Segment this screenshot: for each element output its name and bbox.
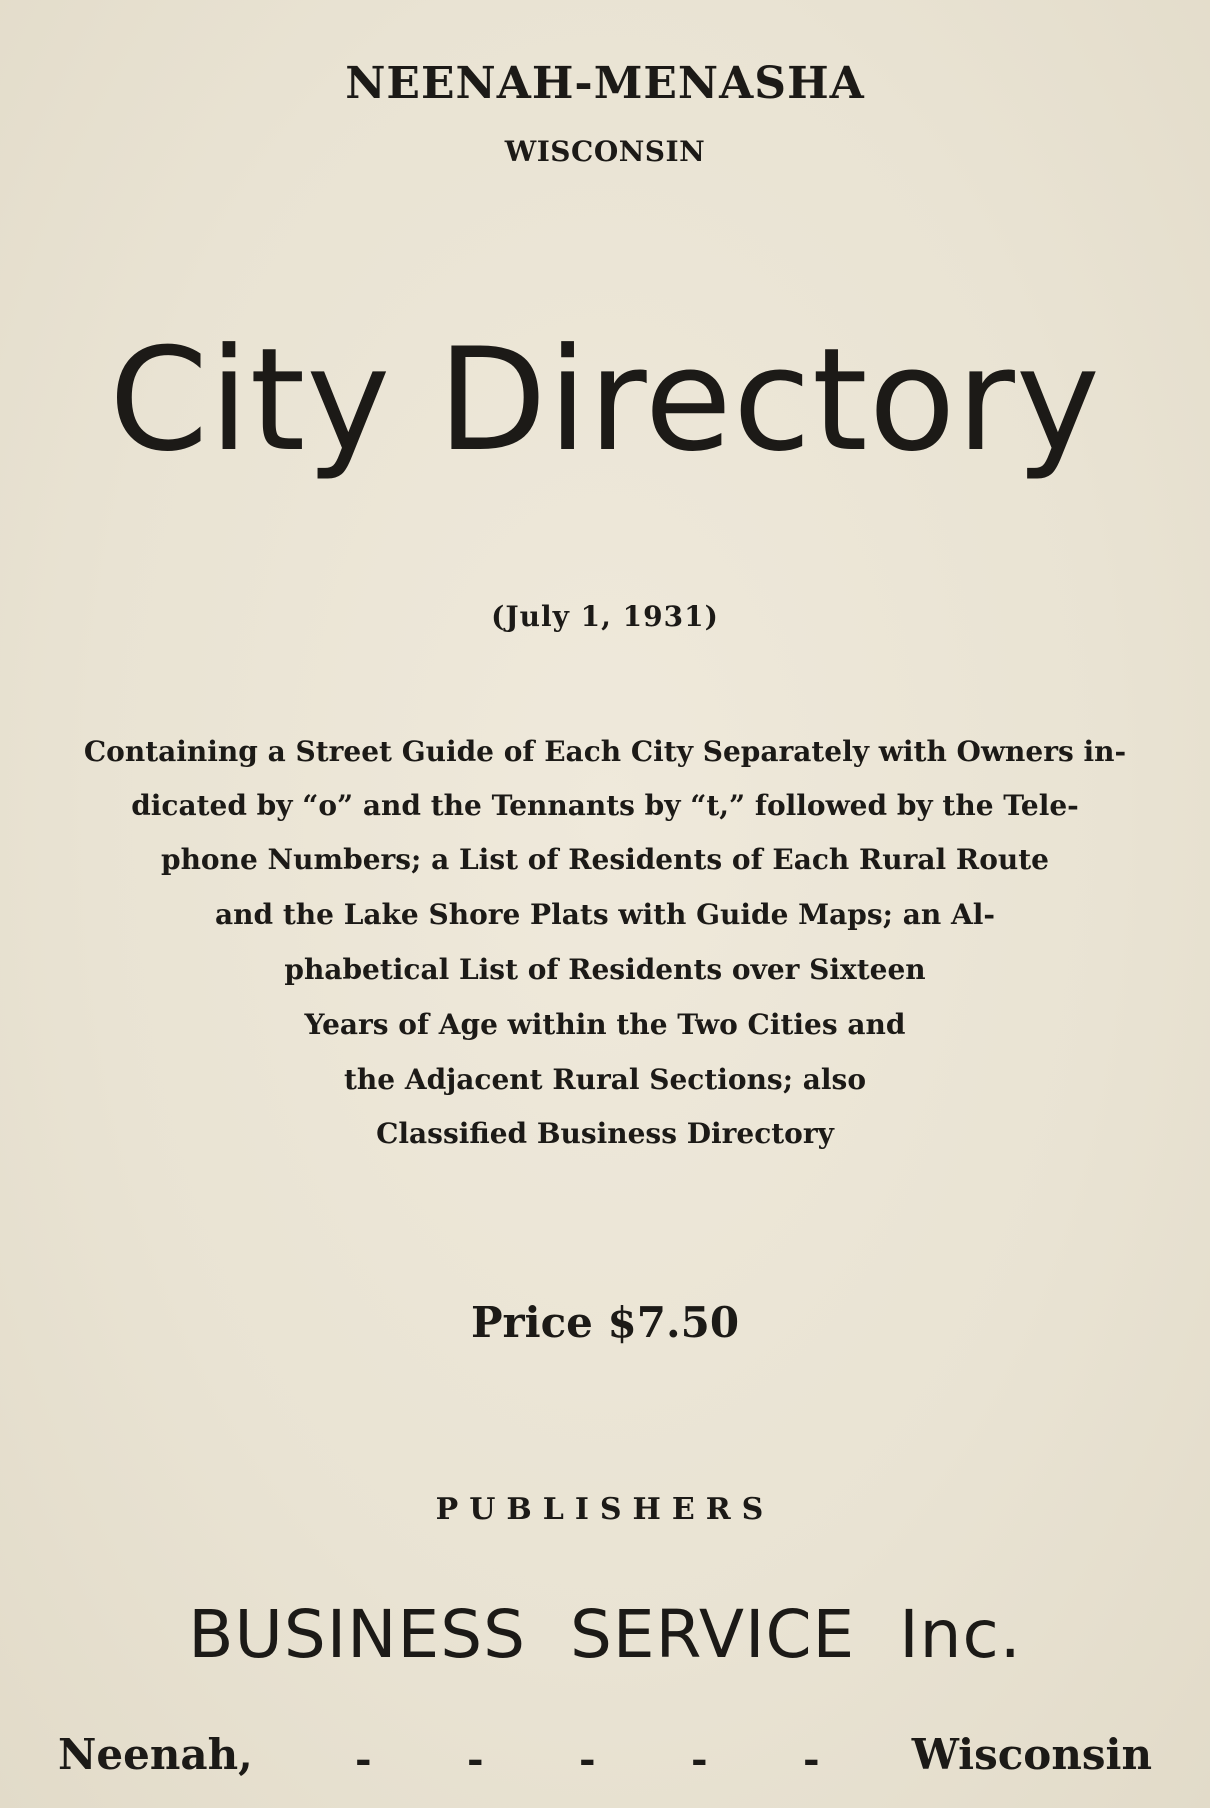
footer-dash: - [803,1736,820,1783]
description-line: dicated by “o” and the Tennants by “t,” followed by the Tele- [131,789,1079,822]
description-line: Classified Business Directory [376,1117,834,1150]
footer-dash: - [355,1736,372,1783]
footer-state: Wisconsin [911,1730,1152,1779]
description-line: and the Lake Shore Plats with Guide Maps; an Al- [215,898,995,931]
main-title: City Directory [109,318,1101,483]
footer-dash: - [467,1736,484,1783]
footer-city: Neenah, [58,1730,253,1779]
publication-date: (July 1, 1931) [491,600,719,633]
publishers-label: PUBLISHERS [435,1492,775,1527]
description-line: Containing a Street Guide of Each City Separately with Owners in- [83,735,1127,768]
description-line: the Adjacent Rural Sections; also [344,1063,866,1096]
publisher-name-text: BUSINESS SERVICE Inc. [188,1596,1022,1673]
price: Price $7.50 [470,1298,740,1347]
publisher-name [0,1596,1210,1673]
description-line: Years of Age within the Two Cities and [304,1008,906,1041]
description-line: phabetical List of Residents over Sixteen [284,953,926,986]
description-line: phone Numbers; a List of Residents of Each Rural Route [161,843,1049,876]
city-header: NEENAH-MENASHA [345,58,865,109]
state-header: WISCONSIN [504,135,706,168]
footer-dash: - [691,1736,708,1783]
footer-dash: - [579,1736,596,1783]
